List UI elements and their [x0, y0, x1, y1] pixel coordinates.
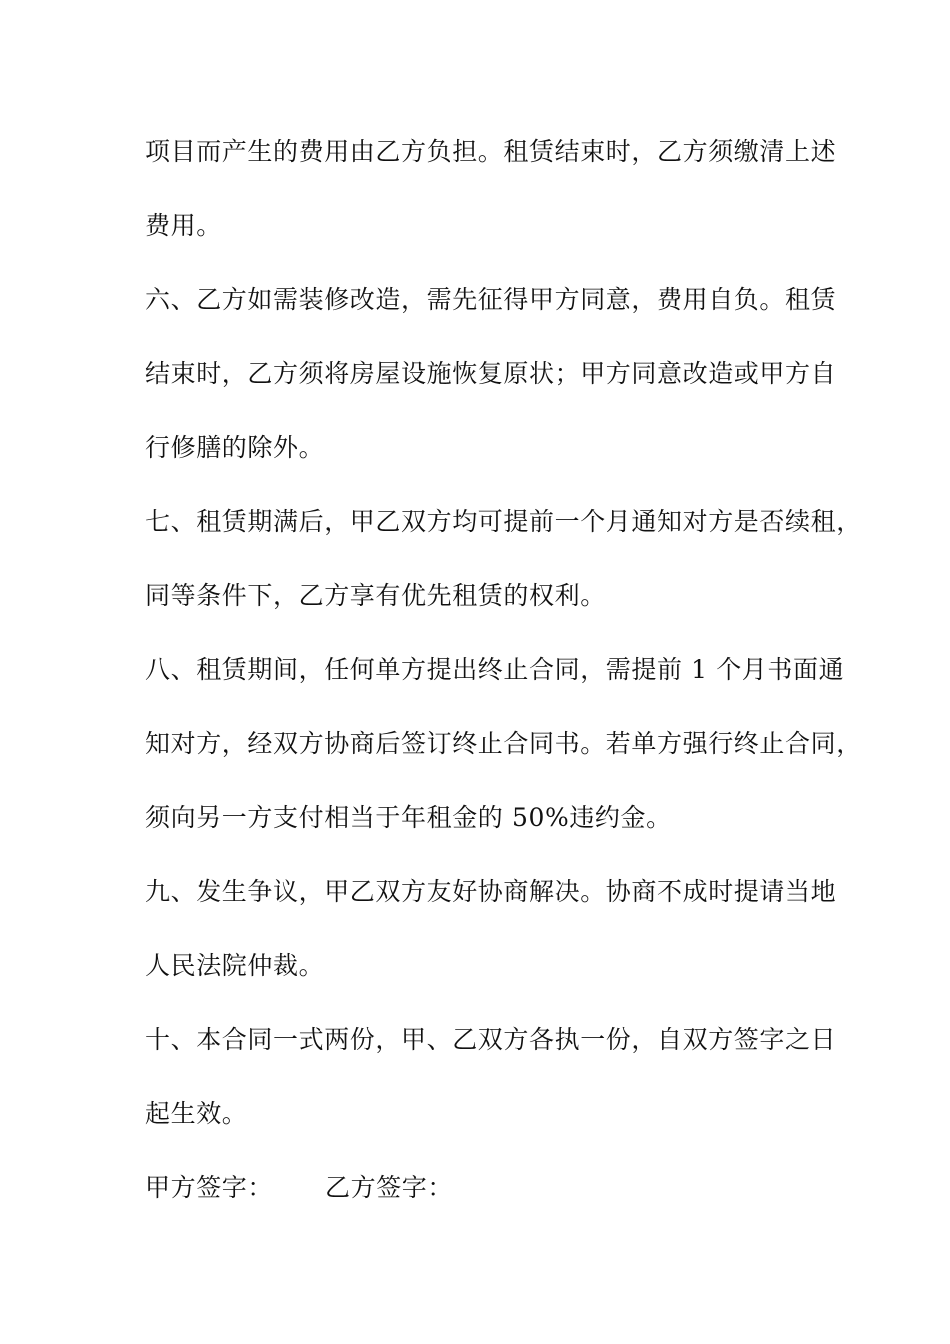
- text-line: 同等条件下，乙方享有优先租赁的权利。: [145, 581, 606, 610]
- party-b-signature-label: 乙方签字：: [325, 1173, 454, 1202]
- text-line: 行修膳的除外。: [145, 433, 325, 462]
- clause-10-line: 十、本合同一式两份，甲、乙双方各执一份，自双方签字之日: [145, 1025, 837, 1054]
- text-line: 结束时，乙方须将房屋设施恢复原状；甲方同意改造或甲方自: [145, 359, 837, 388]
- text-line: 须向另一方支付相当于年租金的 50%违约金。: [145, 803, 672, 832]
- text-line: 费用。: [145, 211, 222, 240]
- text-line: 项目而产生的费用由乙方负担。租赁结束时，乙方须缴清上述: [145, 137, 837, 166]
- text-line: 起生效。: [145, 1099, 248, 1128]
- clause-9-line: 九、发生争议，甲乙双方友好协商解决。协商不成时提请当地: [145, 877, 837, 906]
- clause-6-line: 六、乙方如需装修改造，需先征得甲方同意，费用自负。租赁: [145, 285, 837, 314]
- clause-7-line: 七、租赁期满后，甲乙双方均可提前一个月通知对方是否续租，: [145, 507, 862, 536]
- clause-8-line: 八、租赁期间，任何单方提出终止合同，需提前 1 个月书面通: [145, 655, 845, 684]
- text-line: 知对方，经双方协商后签订终止合同书。若单方强行终止合同，: [145, 729, 862, 758]
- party-a-signature-label: 甲方签字：: [145, 1173, 274, 1202]
- text-line: 人民法院仲裁。: [145, 951, 325, 980]
